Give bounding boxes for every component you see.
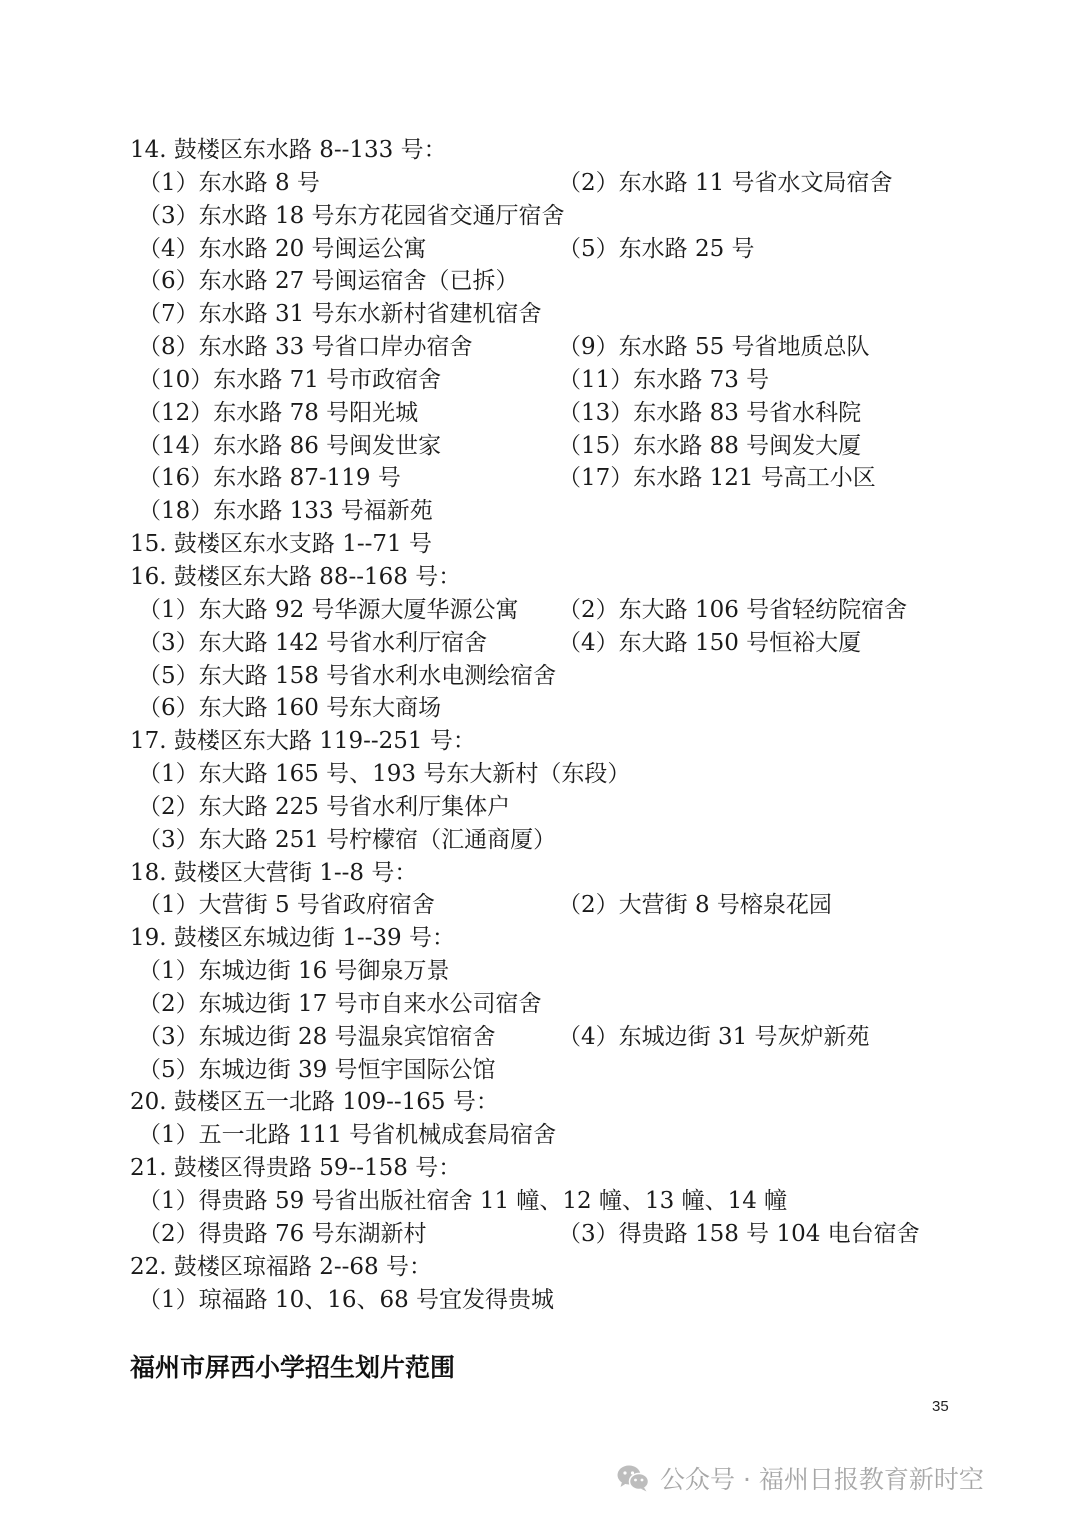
address-item: （3）得贵路 158 号 104 电台宿舍	[558, 1220, 920, 1247]
address-item: （5）东水路 25 号	[558, 235, 755, 262]
address-row	[130, 331, 1030, 364]
watermark-text: 公众号 · 福州日报教育新时空	[660, 1465, 984, 1494]
address-item: （6）东大路 160 号东大商场	[138, 695, 442, 722]
address-item: （14）东水路 86 号闽发世家	[138, 432, 442, 459]
street-heading: 17. 鼓楼区东大路 119--251 号：	[130, 728, 476, 755]
address-item: （17）东水路 121 号高工小区	[558, 465, 876, 492]
page-number: 35	[932, 1398, 949, 1415]
address-item: （2）东城边街 17 号市自来水公司宿舍	[138, 990, 542, 1017]
address-item: （16）东水路 87-119 号	[138, 465, 401, 492]
address-item: （5）东城边街 39 号恒宇国际公馆	[138, 1056, 496, 1083]
address-item: （3）东水路 18 号东方花园省交通厅宿舍	[138, 202, 565, 229]
section-title: 福州市屏西小学招生划片范围	[130, 1353, 456, 1382]
document-body	[130, 134, 1030, 1316]
address-row	[130, 233, 1030, 266]
address-item: （2）东大路 225 号省水利厅集体户	[138, 793, 511, 820]
address-row	[130, 824, 1030, 857]
address-item: （12）东水路 78 号阳光城	[138, 399, 419, 426]
address-item: （1）大营街 5 号省政府宿舍	[138, 892, 435, 919]
address-row	[130, 988, 1030, 1021]
street-heading: 19. 鼓楼区东城边街 1--39 号：	[130, 925, 455, 952]
address-row	[130, 692, 1030, 725]
address-row	[130, 1021, 1030, 1054]
address-item: （1）五一北路 111 号省机械成套局宿舍	[138, 1122, 557, 1149]
address-row	[130, 430, 1030, 463]
address-row	[130, 660, 1030, 693]
address-item: （13）东水路 83 号省水科院	[558, 399, 862, 426]
address-item: （1）得贵路 59 号省出版社宿舍 11 幢、12 幢、13 幢、14 幢	[138, 1188, 788, 1214]
address-row	[130, 298, 1030, 331]
address-item: （10）东水路 71 号市政宿舍	[138, 366, 442, 393]
address-row	[130, 265, 1030, 298]
street-heading: 20. 鼓楼区五一北路 109--165 号：	[130, 1089, 499, 1116]
address-row	[130, 1054, 1030, 1087]
street-heading: 21. 鼓楼区得贵路 59--158 号：	[130, 1155, 462, 1182]
address-item: （1）东大路 92 号华源大厦华源公寓	[138, 596, 519, 623]
address-item: （8）东水路 33 号省口岸办宿舍	[138, 334, 473, 361]
address-row	[130, 791, 1030, 824]
address-item: （5）东大路 158 号省水利水电测绘宿舍	[138, 662, 557, 689]
address-row	[130, 495, 1030, 528]
address-item: （1）东水路 8 号	[138, 169, 320, 196]
address-item: （3）东城边街 28 号温泉宾馆宿舍	[138, 1023, 496, 1050]
address-item: （2）大营街 8 号榕泉花园	[558, 892, 832, 919]
address-item: （11）东水路 73 号	[558, 366, 770, 393]
address-item: （15）东水路 88 号闽发大厦	[558, 432, 862, 459]
address-row	[130, 1119, 1030, 1152]
address-item: （1）琼福路 10、16、68 号宜发得贵城	[138, 1286, 555, 1313]
address-item: （18）东水路 133 号福新苑	[138, 498, 433, 525]
street-heading: 18. 鼓楼区大营街 1--8 号：	[130, 859, 418, 886]
address-row	[130, 627, 1030, 660]
address-item: （1）东大路 165 号、193 号东大新村（东段）	[138, 761, 631, 788]
street-heading: 14. 鼓楼区东水路 8--133 号：	[130, 137, 447, 163]
address-item: （3）东大路 251 号柠檬宿（汇通商厦）	[138, 826, 557, 853]
address-row	[130, 758, 1030, 791]
address-row	[130, 594, 1030, 627]
address-row	[130, 889, 1030, 922]
address-row	[130, 397, 1030, 430]
address-row	[130, 1185, 1030, 1218]
address-row	[130, 200, 1030, 233]
street-heading: 22. 鼓楼区琼福路 2--68 号：	[130, 1253, 432, 1280]
address-item: （6）东水路 27 号闽运宿舍（已拆）	[138, 268, 519, 295]
address-item: （7）东水路 31 号东水新村省建机宿舍	[138, 301, 542, 328]
address-item: （2）得贵路 76 号东湖新村	[138, 1220, 427, 1247]
address-item: （2）东大路 106 号省轻纺院宿舍	[558, 596, 908, 623]
address-item: （4）东大路 150 号恒裕大厦	[558, 629, 862, 656]
address-row	[130, 1284, 1030, 1317]
address-item: （3）东大路 142 号省水利厅宿舍	[138, 629, 488, 656]
address-item: （4）东水路 20 号闽运公寓	[138, 235, 427, 262]
address-item: （2）东水路 11 号省水文局宿舍	[558, 169, 893, 196]
address-item: （1）东城边街 16 号御泉万景	[138, 958, 450, 985]
address-item: （9）东水路 55 号省地质总队	[558, 334, 870, 361]
address-row	[130, 364, 1030, 397]
address-row	[130, 1218, 1030, 1251]
street-heading: 16. 鼓楼区东大路 88--168 号：	[130, 563, 462, 590]
watermark	[616, 1458, 984, 1498]
address-row	[130, 955, 1030, 988]
wechat-icon	[616, 1463, 650, 1493]
street-heading: 15. 鼓楼区东水支路 1--71 号	[130, 531, 432, 558]
address-row	[130, 167, 1030, 200]
address-row	[130, 462, 1030, 495]
address-item: （4）东城边街 31 号灰炉新苑	[558, 1023, 870, 1050]
